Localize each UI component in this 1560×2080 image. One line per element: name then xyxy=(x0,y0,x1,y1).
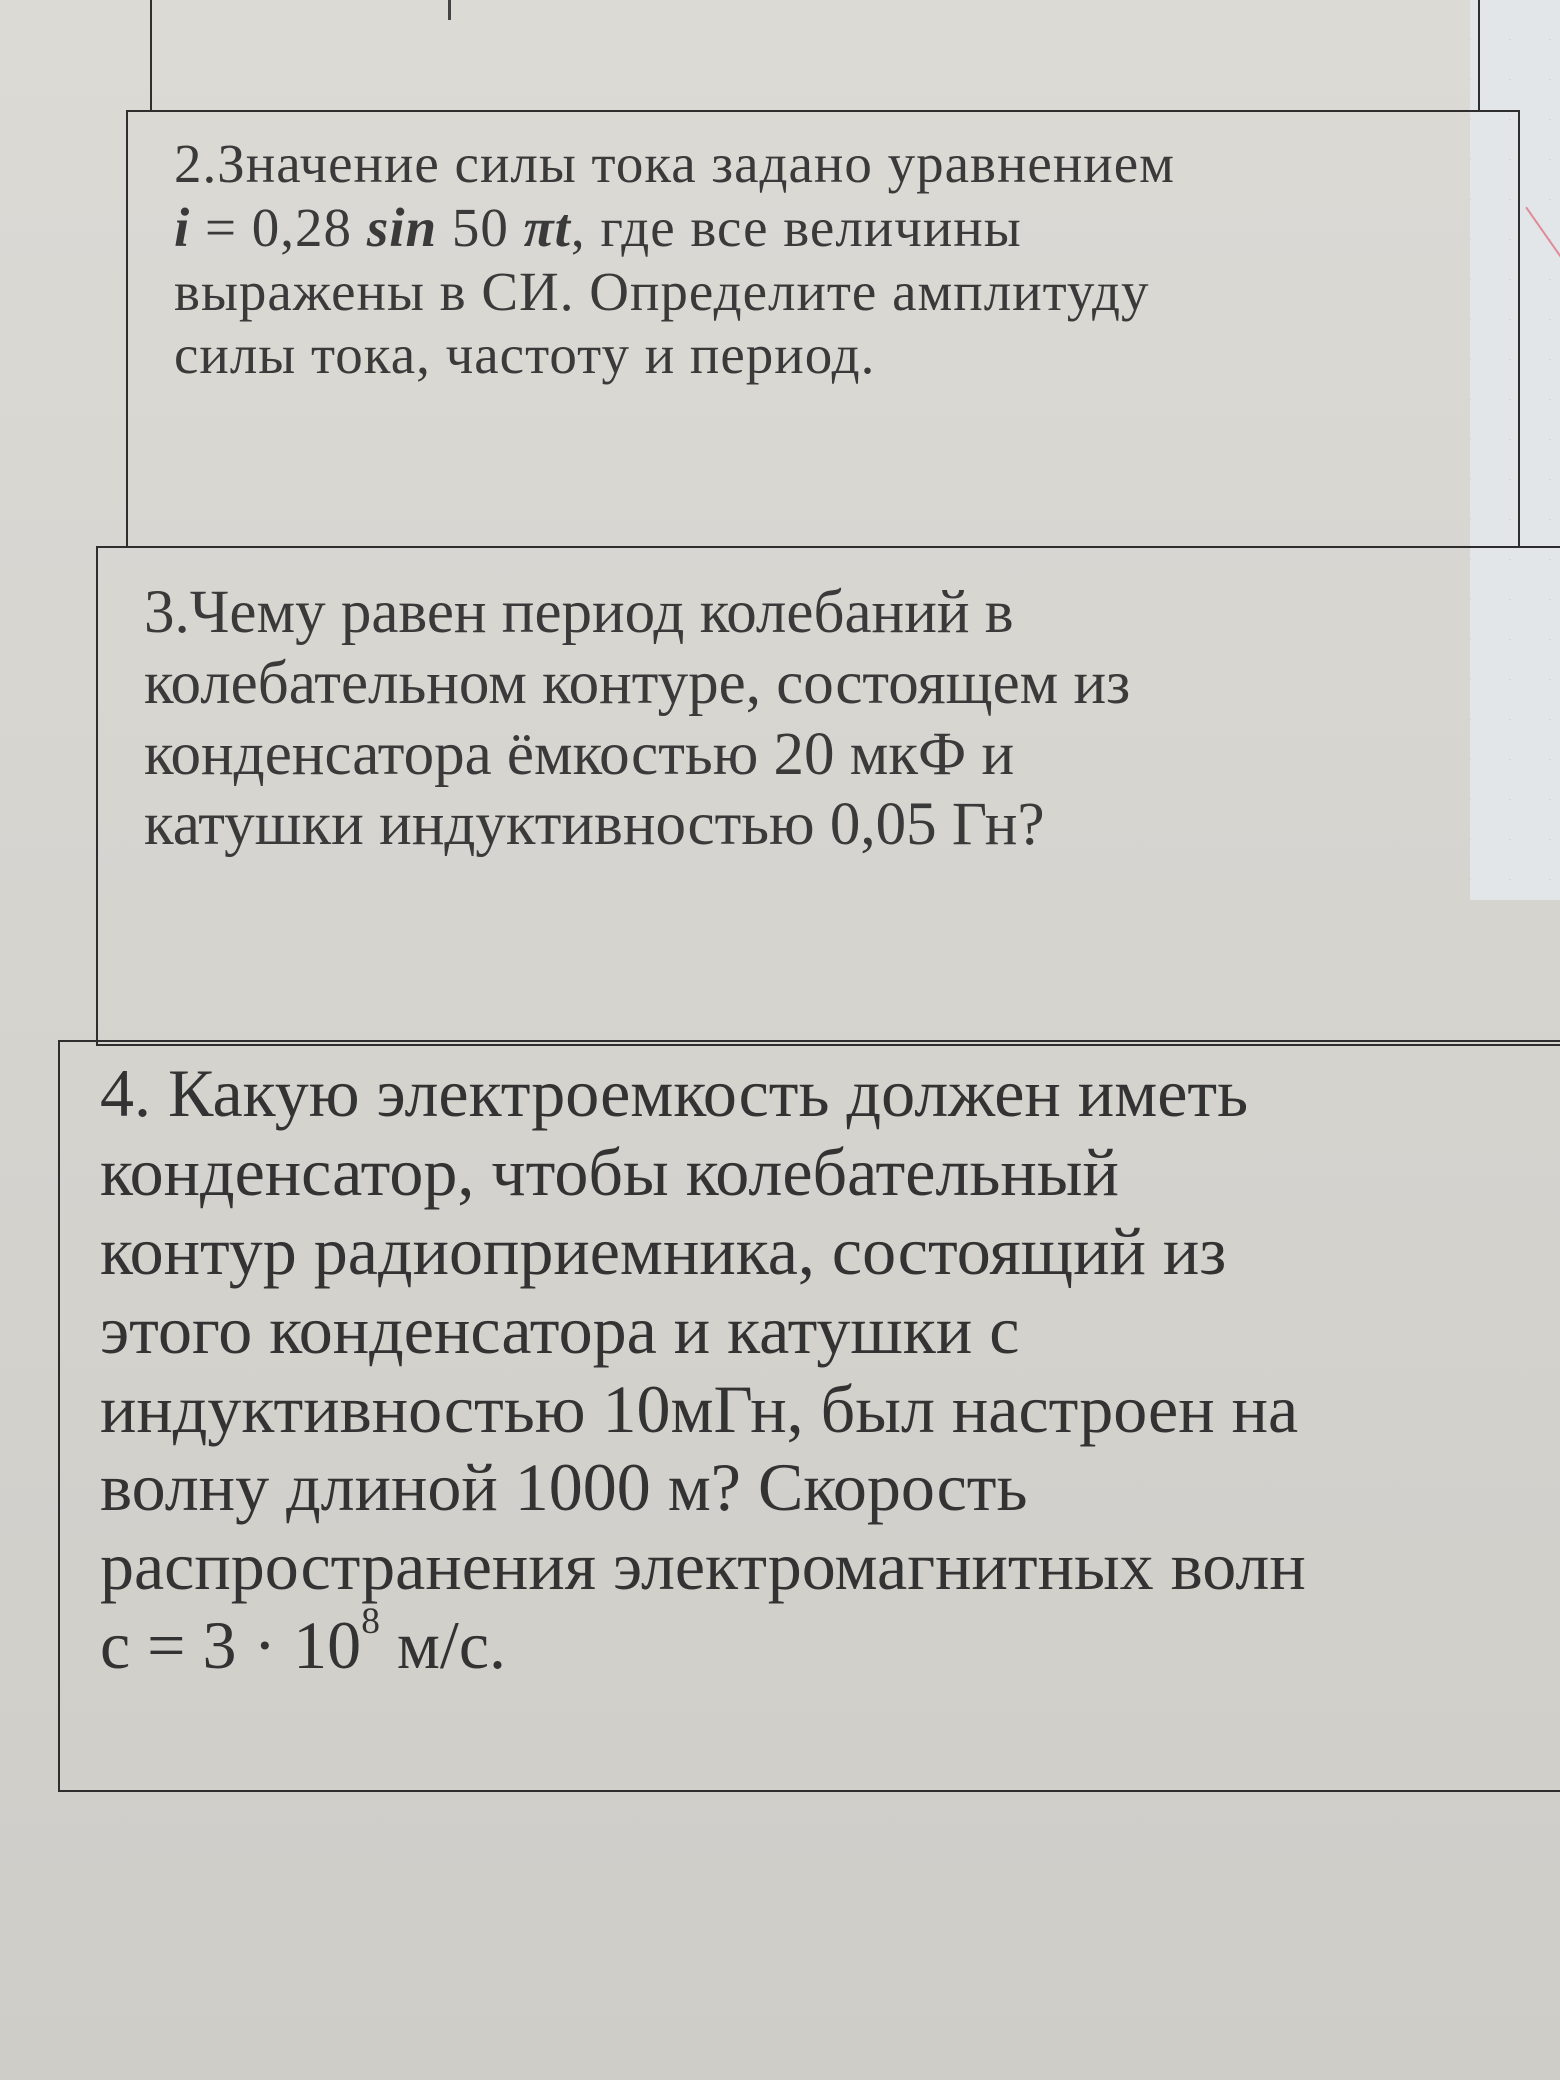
task-4-line-3: контур радиоприемника, состоящий из xyxy=(100,1212,1227,1289)
task-3-cell xyxy=(96,546,1560,1046)
equation-amplitude: = 0,28 xyxy=(190,196,367,258)
equation-rest: , где все величины xyxy=(570,196,1022,258)
task-4-cell xyxy=(58,1040,1560,1792)
task-2-line-4: силы тока, частоту и период. xyxy=(174,324,876,386)
task-2-cell xyxy=(126,110,1520,548)
equation-sin: sin xyxy=(366,196,438,258)
task-4-line-7: распространения электромагнитных волн xyxy=(100,1528,1306,1605)
task-3-line-2: колебательном контуре, состоящем из xyxy=(144,649,1131,717)
current-symbol: i xyxy=(174,196,191,258)
speed-unit: м/с. xyxy=(379,1607,506,1684)
task-4-line-8 xyxy=(100,1601,1560,1685)
equation-number: 50 xyxy=(437,196,524,258)
speed-value: с = 3 · 10 xyxy=(100,1607,362,1684)
pen-mark xyxy=(448,0,451,20)
task-2-line-1: 2.Значение силы тока задано уравнением xyxy=(174,133,1175,194)
task-4-line-1: 4. Какую электроемкость должен иметь xyxy=(100,1055,1249,1131)
task-3-line-1: 3.Чему равен период колебаний в xyxy=(144,579,1014,646)
task-1-cell xyxy=(150,0,1480,112)
task-4-line-5: индуктивностью 10мГн, был настроен на xyxy=(100,1370,1299,1447)
task-4-line-2: конденсатор, чтобы колебательный xyxy=(100,1133,1119,1210)
task-4-line-4: этого конденсатора и катушки с xyxy=(100,1291,1020,1368)
task-3-line-3: конденсатора ёмкостью 20 мкФ и xyxy=(144,720,1015,788)
task-3-line-4: катушки индуктивностью 0,05 Гн? xyxy=(144,791,1045,859)
task-4-line-6: волну длиной 1000 м? Скорость xyxy=(100,1449,1028,1526)
speed-exponent: 8 xyxy=(361,1601,380,1643)
task-2-line-3: выражены в СИ. Определите амплитуду xyxy=(174,260,1150,322)
task-2-equation-line xyxy=(174,196,1518,260)
equation-pi-t: πt xyxy=(523,196,571,258)
